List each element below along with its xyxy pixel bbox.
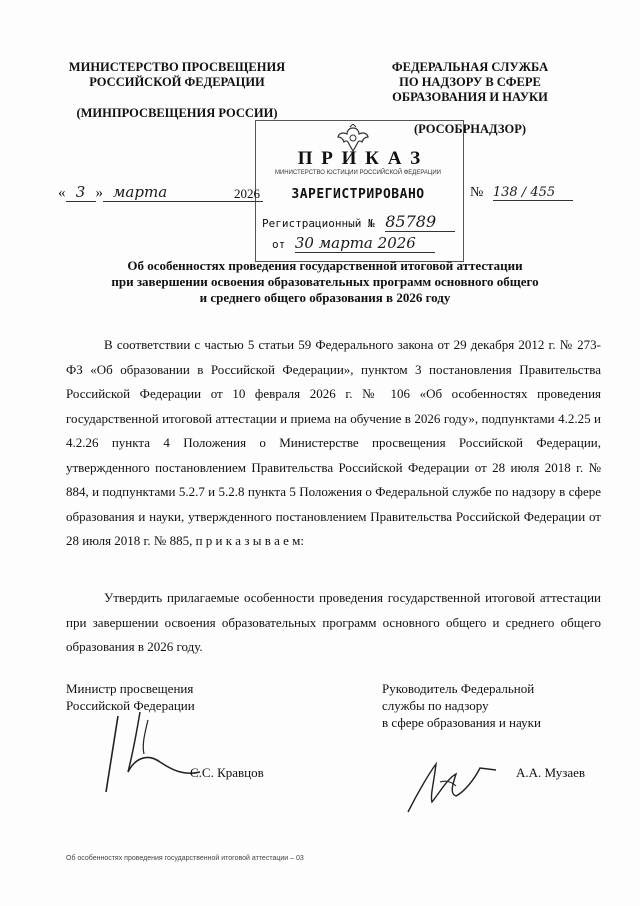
order-day: 3 (66, 183, 96, 202)
document-title (70, 258, 580, 306)
stamp-date-line (272, 234, 435, 253)
stamp-reg-number-line (262, 212, 455, 232)
open-quote: « (58, 185, 66, 201)
order-month: марта (103, 183, 263, 202)
agency-name-line1: ФЕДЕРАЛЬНАЯ СЛУЖБА (391, 60, 549, 74)
title-line1: Об особенностях проведения государственной итоговой аттестации (127, 258, 523, 273)
right-signatory-name: А.А. Музаев (516, 765, 586, 780)
right-signature-icon (400, 752, 510, 822)
agency-name-line2: ПО НАДЗОРУ В СФЕРЕ (399, 75, 541, 89)
stamp-date-prefix: от (272, 238, 286, 251)
order-year: 2026 (234, 186, 260, 201)
title-line2: при завершении освоения образовательных программ основного общего (111, 274, 539, 289)
stamp-registered: ЗАРЕГИСТРИРОВАНО (291, 187, 425, 202)
stamp-ministry: МИНИСТЕРСТВО ЮСТИЦИИ РОССИЙСКОЙ ФЕДЕРАЦИИ (275, 170, 441, 176)
right-position-line3: в сфере образования и науки (382, 715, 541, 730)
order-number-prefix: № (470, 185, 484, 200)
stamp-reg-label: Регистрационный № (262, 217, 375, 230)
agency-header (370, 60, 570, 105)
order-number: 138 / 455 (493, 185, 573, 201)
order-title: П Р И К А З (297, 148, 423, 169)
agency-short-name: (РОСОБРНАДЗОР) (413, 122, 527, 136)
ministry-header (62, 60, 292, 90)
close-quote: » (95, 185, 103, 201)
document-body (66, 333, 601, 554)
order-number-field (470, 185, 573, 201)
title-line3: и среднего общего образования в 2026 году (199, 290, 451, 305)
left-signature-icon (88, 706, 208, 798)
left-position-line2: Российской Федерации (66, 698, 195, 713)
paragraph-resolution: Утвердить прилагаемые особенности проведения государственной итоговой аттестации при завершении освоения образовательных программ основного общего и среднего общего образования в 2026 году. (66, 590, 601, 654)
stamp-reg-number: 85789 (385, 212, 455, 232)
agency-name-line3: ОБРАЗОВАНИЯ И НАУКИ (392, 90, 548, 104)
left-signatory-name: С.С. Кравцов (190, 765, 264, 780)
ministry-name-line1: МИНИСТЕРСТВО ПРОСВЕЩЕНИЯ (68, 60, 286, 74)
left-position-line1: Министр просвещения (66, 681, 194, 696)
page-footer: Об особенностях проведения государственной итоговой аттестации – 03 (66, 855, 304, 862)
right-position-line1: Руководитель Федеральной (382, 681, 535, 696)
right-signatory-position (382, 680, 541, 731)
paragraph-preamble: В соответствии с частью 5 статьи 59 Федерального закона от 29 декабря 2012 г. № 273-ФЗ «Об образовании в Российской Федерации», пунктом 3 постановления Правительства Российской Федерации от 10 февраля 2026 г. № 106 «Об особенностях проведения государственной итоговой аттестации и приема на обучение в 2026 году», подпунктами 4.2.25 и 4.2.26 пункта 4 Положения о Министерстве просвещения Российской Федерации, утвержденного постановлением Правительства Российской Федерации от 28 июля 2018 г. № 884, и подпунктами 5.2.7 и 5.2.8 пункта 5 Положения о Федеральной службе по надзору в сфере образования и науки, утвержденного постановлением Правительства Российской Федерации от 28 июля 2018 г. № 885, п р и к а з ы в а е м: (66, 337, 601, 548)
order-date-line (58, 183, 263, 202)
ministry-short-name: (МИНПРОСВЕЩЕНИЯ РОССИИ) (76, 106, 278, 120)
ministry-name-line2: РОССИЙСКОЙ ФЕДЕРАЦИИ (89, 75, 265, 89)
stamp-date: 30 марта 2026 (295, 234, 435, 253)
document-resolution (66, 586, 601, 660)
right-position-line2: службы по надзору (382, 698, 489, 713)
